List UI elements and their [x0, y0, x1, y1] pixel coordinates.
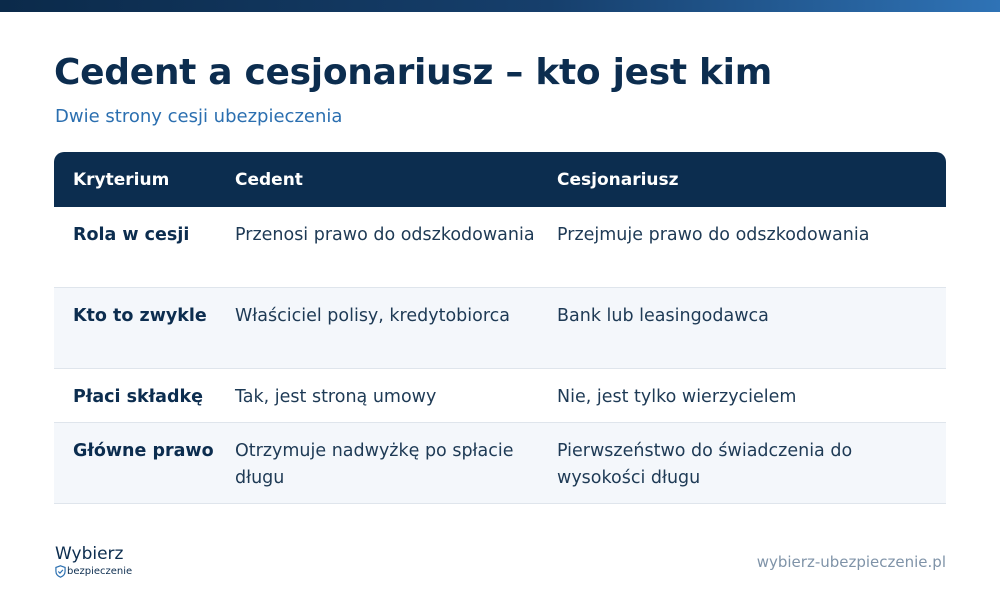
table-header	[54, 152, 946, 207]
row-cesjonariusz: Przejmuje prawo do odszkodowania	[557, 225, 870, 245]
row-criterion: Płaci składkę	[73, 387, 203, 407]
header-cesjonariusz: Cesjonariusz	[557, 169, 679, 190]
row-cedent: Właściciel polisy, kredytobiorca	[235, 306, 510, 326]
row-cesjonariusz: Bank lub leasingodawca	[557, 306, 769, 326]
shield-check-icon	[55, 565, 66, 578]
row-cedent: Tak, jest stroną umowy	[235, 387, 437, 407]
row-criterion: Główne prawo	[73, 441, 214, 461]
logo-wordmark-suffix: bezpieczenie	[67, 565, 133, 577]
logo-wordmark-bottom	[55, 565, 132, 578]
header-criterion: Kryterium	[73, 169, 170, 190]
row-cedent: Otrzymuje nadwyżkę po spłacie długu	[235, 441, 514, 488]
brand-logo	[55, 544, 132, 578]
page-title: Cedent a cesjonariusz – kto jest kim	[54, 52, 772, 93]
top-accent-bar	[0, 0, 1000, 12]
row-cesjonariusz: Pierwszeństwo do świadczenia do wysokości długu	[557, 441, 853, 488]
table-row	[54, 207, 946, 288]
logo-wordmark-top: Wybierz	[55, 544, 124, 564]
row-cesjonariusz: Nie, jest tylko wierzycielem	[557, 387, 797, 407]
row-cedent: Przenosi prawo do odszkodowania	[235, 225, 535, 245]
table-row	[54, 288, 946, 369]
page-subtitle: Dwie strony cesji ubezpieczenia	[55, 106, 343, 127]
header-cedent: Cedent	[235, 169, 303, 190]
row-criterion: Kto to zwykle	[73, 306, 207, 326]
comparison-table	[54, 152, 946, 504]
table-row	[54, 423, 946, 504]
table-row	[54, 369, 946, 423]
row-criterion: Rola w cesji	[73, 225, 190, 245]
footer-url: wybierz-ubezpieczenie.pl	[756, 553, 946, 571]
